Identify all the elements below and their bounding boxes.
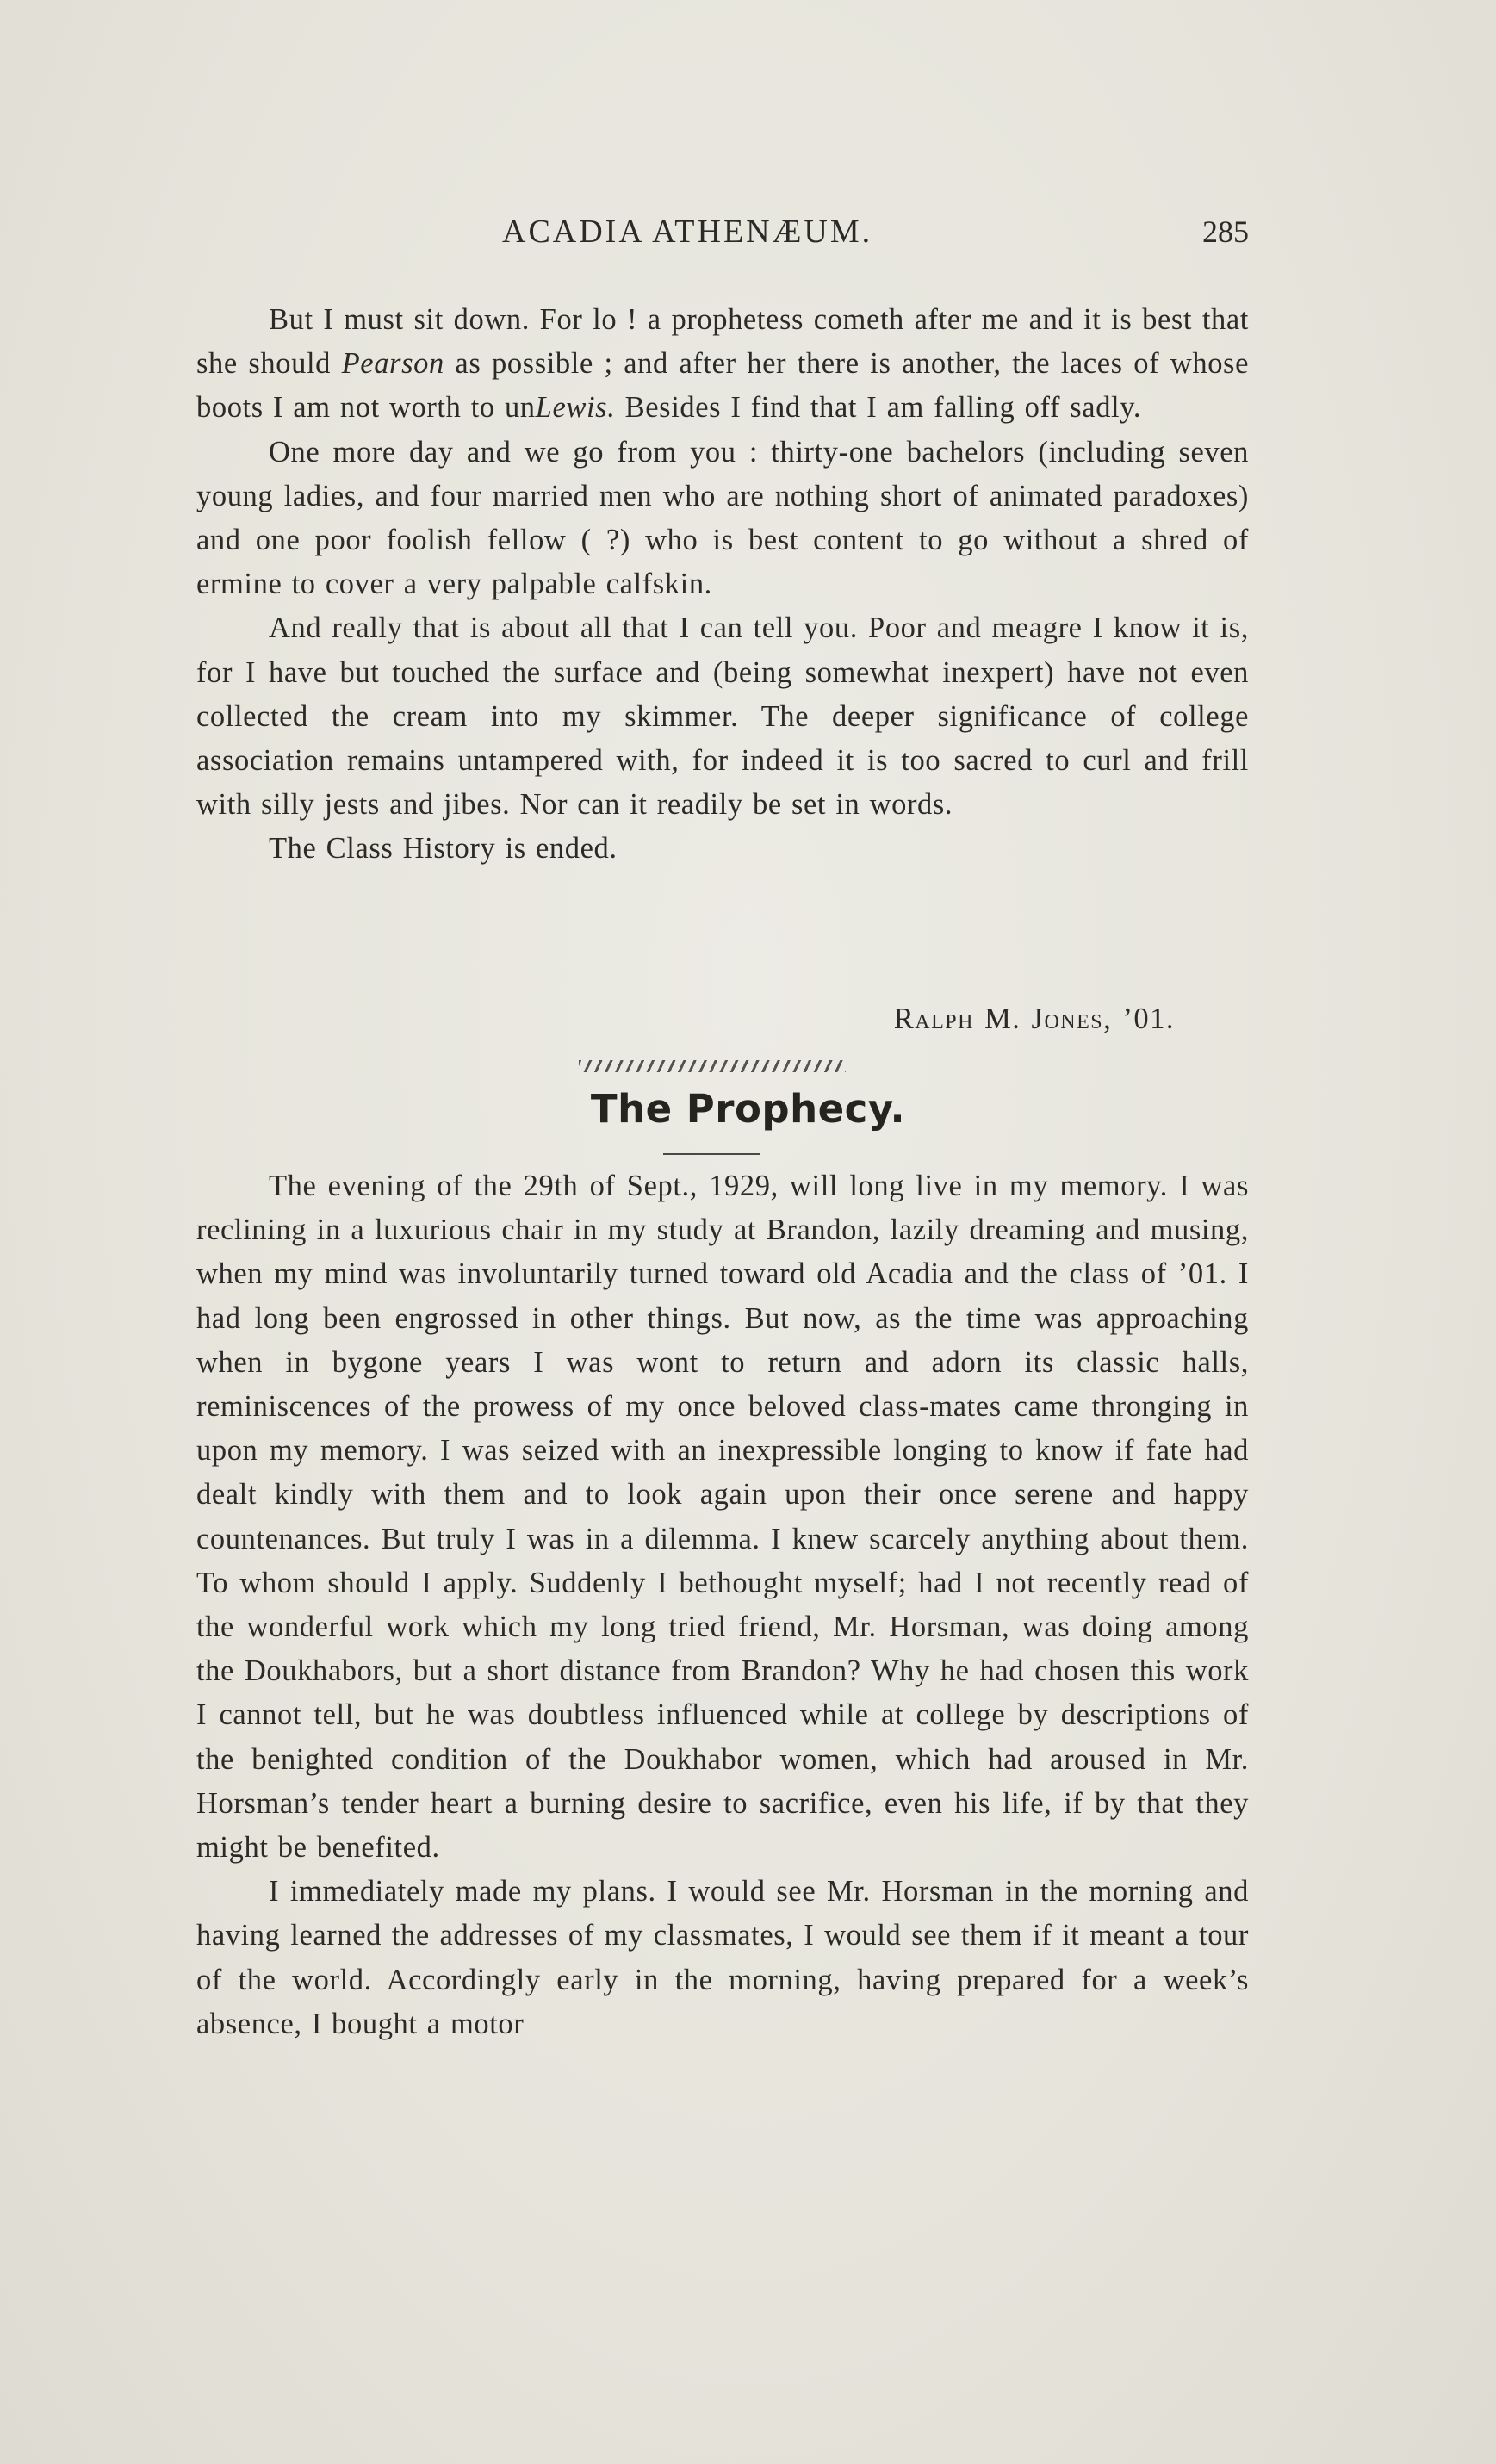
page-number: 285 (1202, 214, 1249, 249)
prophecy-paragraph-2: I immediately made my plans. I would see Mr. Horsman in the morning and having learned the addresses of my classmates, I would see them if it meant a tour of the world. Accordingly early in the morning, having prepared for a week’s absence, I bought a motor (196, 1875, 1249, 2040)
running-head (196, 210, 1249, 253)
section-divider-ornament (579, 1060, 846, 1072)
title-underline-rule (663, 1153, 760, 1155)
prophecy-section (196, 1164, 1249, 2046)
history-p1-text-b: as possible ; and after her there is another, the laces of whose boots I am not worth to un (196, 347, 1250, 425)
signature-block (196, 997, 1249, 1042)
running-title: ACADIA ATHENÆUM. (502, 214, 873, 250)
author-signature: Ralph M. Jones, ’01. (893, 1002, 1175, 1035)
history-p1-italic-lewis: Lewis. (535, 391, 616, 425)
history-paragraph-2: One more day and we go from you : thirty-one bachelors (including seven young ladies, and four married men who are nothing short of animated paradoxes) and one poor foolish fellow ( ?) who is best content to go without a shred of ermine to cover a very palpable calfskin. (196, 435, 1249, 601)
history-p1-text-c: Besides I find that I am falling off sadly. (615, 391, 1142, 425)
section-title: The Prophecy. (590, 1086, 906, 1132)
history-p1-text-a: But I must sit down. For lo ! a prophetess cometh after me and it is best that she should (196, 303, 1249, 381)
prophecy-paragraph-1: The evening of the 29th of Sept., 1929, will long live in my memory. I was reclining in a luxurious chair in my study at Brandon, lazily dreaming and musing, when my mind was involuntarily turned toward old Acadia and the class of ’01. I had long been engrossed in other things. But now, as the time was approaching when in bygone years I was wont to return and adorn its classic halls, reminiscences of the prowess of my once beloved class-mates came thronging in upon my memory. I was seized with an inexpressible longing to know if fate had dealt kindly with them and to look again upon their once serene and happy countenances. But truly I was in a dilemma. I knew scarcely anything about them. To whom should I apply. Suddenly I bethought myself; had I not recently read of the wonderful work which my long tried friend, Mr. Horsman, was doing among the Doukhabors, but a short distance from Brandon? Why he had chosen this work I cannot tell, but he was doubtless influenced while at college by descriptions of the benighted condition of the Doukhabor women, which had aroused in Mr. Horsman’s tender heart a burning desire to sacrifice, even his life, if by that they might be benefited. (196, 1170, 1249, 1865)
history-paragraph-3: And really that is about all that I can tell you. Poor and meagre I know it is, for I have but touched the surface and (being somewhat inexpert) have not even collected the cream into my skimmer. The deeper significance of college association remains untampered with, for indeed it is too sacred to curl and frill with silly jests and jibes. Nor can it readily be set in words. (196, 611, 1249, 822)
history-paragraph-1 (196, 298, 1249, 431)
history-paragraph-4: The Class History is ended. (269, 832, 618, 866)
history-p1-italic-pearson: Pearson (341, 347, 444, 381)
class-history-section (196, 298, 1249, 872)
